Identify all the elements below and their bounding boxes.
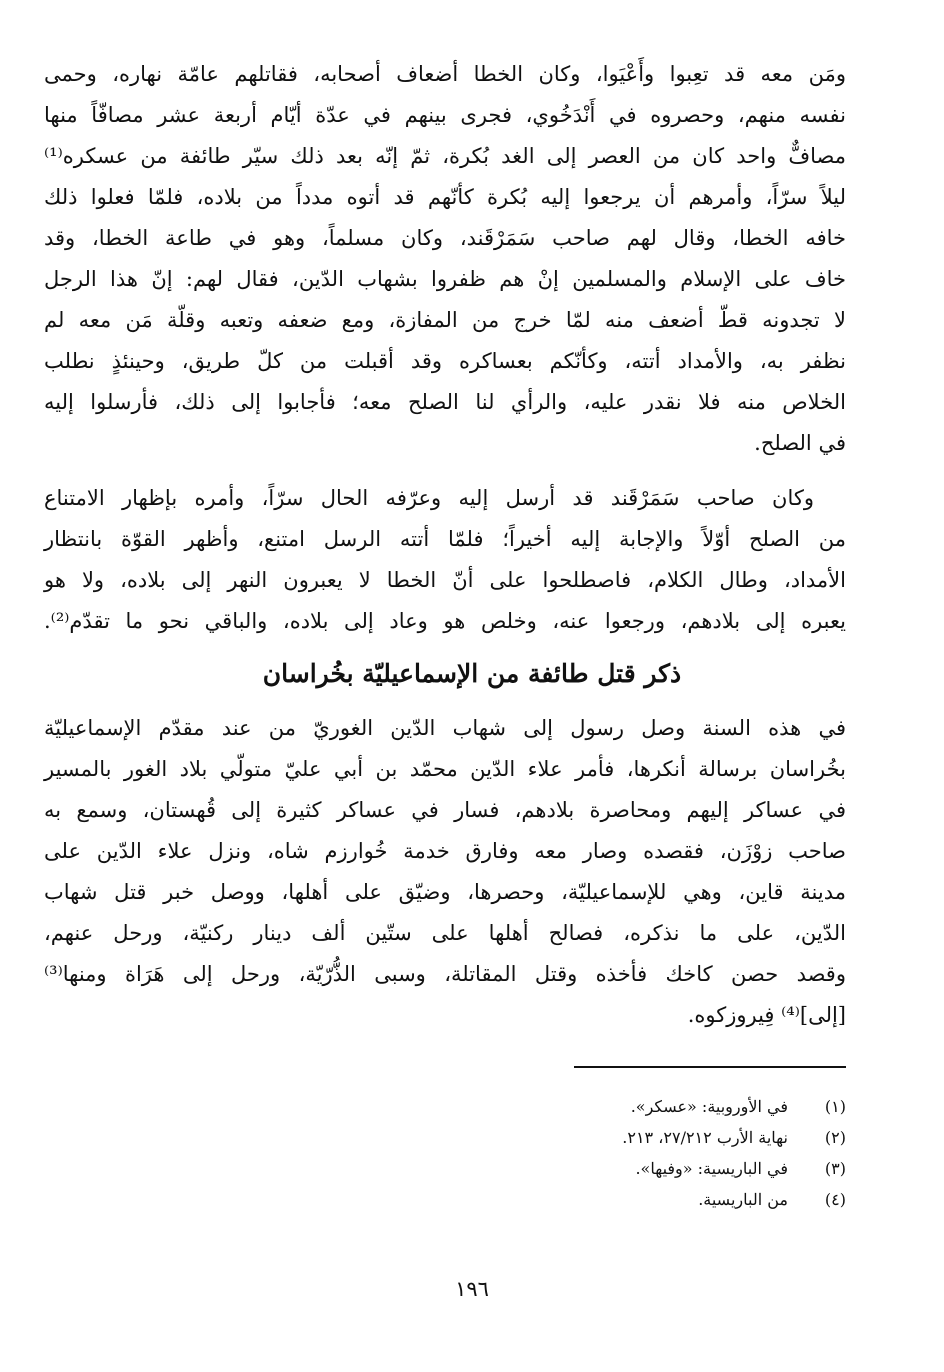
footnote [346,1123,846,1153]
body-line: يعبره إلى بلادهم، ورجعوا عنه، وخلص هو وعاد إلى بلاده، والباقي نحو ما تقدّم⁽²⁾. [44,609,846,633]
section-line: بخُراسان برسالة أنكرها، فأمر علاء الدّين محمّد بن أبي عليّ متولّي بلاد الغور بالمسير [44,757,846,781]
footnote-number: (٢) [824,1128,846,1147]
body-line: نظفر به، والأمداد أتته، وكأنّكم بعساكره وقد أقبلت من كلّ طريق، وحينئذٍ نطلب [44,349,846,373]
body-line: مصافٌّ واحد كان من العصر إلى الغد بُكرة، ثمّ إنّه بعد ذلك سيّر طائفة من عسكره⁽¹⁾ [44,144,846,168]
footnote-text: في الباريسية: «وفيها». [635,1159,788,1178]
body-line: ومَن معه قد تعِبوا وأَعْيَوا، وكان الخطا أضعاف أصحابه، فقاتلهم عامّة نهاره، وحمى [44,62,846,86]
section-line: في عساكر إليهم ومحاصرة بلادهم، فسار في عساكر كثيرة إلى قُهستان، وسمع به [44,798,846,822]
footnote-text: من الباريسية. [698,1190,788,1209]
footnote-number: (٤) [824,1190,846,1209]
page-number: ١٩٦ [455,1277,489,1301]
footnote-number: (٣) [824,1159,846,1178]
section-heading: ذكر قتل طائفة من الإسماعيليّة بخُراسان [262,659,682,688]
section-line: صاحب زوْزَن، فقصده وصار معه وفارق خدمة خُوارزم شاه، ونزل علاء الدّين على [44,839,846,863]
footnote-separator [574,1066,846,1068]
body-line: خافه الخطا، وقال لهم صاحب سَمَرْقَند، وكان مسلماً، وهو في طاعة الخطا، وقد [44,226,846,250]
footnote [346,1185,846,1215]
body-line: لا تجدونه قطّ أضعف منه لمّا خرج من المفازة، ومع ضعفه وتعبه وقلّة مَن معه لم [44,308,846,332]
body-line: ليلاً سرّاً، وأمرهم أن يرجعوا إليه بُكرة كأنّهم قد أتوه مدداً من بلاده، فلمّا فعلوا ذلك [44,185,846,209]
footnote-text: نهاية الأرب ٢٧/٢١٢، ٢١٣. [622,1128,788,1147]
section-line: [إلى]⁽⁴⁾ فِيروزكوه. [687,1003,846,1027]
body-line: في الصلح. [754,431,846,455]
footnote [346,1154,846,1184]
body-line: الأمداد، وطال الكلام، فاصطلحوا على أنّ الخطا لا يعبرون النهر إلى بلاده، ولا هو [44,568,846,592]
body-line: نفسه منهم، وحصروه في أَنْدَخُوي، فجرى بينهم في عدّة أيّام أربعة عشر مصافّاً منها [44,103,846,127]
footnote [346,1092,846,1122]
body-line: الخلاص منه فلا نقدر عليه، والرأي لنا الصلح معه؛ فأجابوا إلى ذلك، فأرسلوا إليه [44,390,846,414]
section-line: في هذه السنة وصل رسول إلى شهاب الدّين الغوريّ من عند مقدّم الإسماعيليّة [44,716,846,740]
section-line: مدينة قاين، وهي للإسماعيليّة، وحصرها، وضيّق على أهلها، ووصل خبر قتل شهاب [44,880,846,904]
body-line: من الصلح أوّلاً والإجابة إليه أخيراً؛ فلمّا أتته الرسل امتنع، وأظهر القوّة بانتظار [44,527,846,551]
section-line: الدّين، على ما نذكره، فصالح أهلها على ستّين ألف دينار ركنيّة، ورحل عنهم، [44,921,846,945]
body-line: خاف على الإسلام والمسلمين إنْ هم ظفروا بشهاب الدّين، فقال لهم: إنّ هذا الرجل [44,267,846,291]
body-line-indent: وكان صاحب سَمَرْقَند قد أرسل إليه وعرّفه الحال سرّاً، وأمره بإظهار الامتناع [44,486,814,510]
footnote-text: في الأوروبية: «عسكر». [630,1097,788,1116]
section-line: وقصد حصن كاخك فأخذه وقتل المقاتلة، وسبى الذُّرّيّة، ورحل إلى هَرَاة ومنها⁽³⁾ [44,962,846,986]
footnote-number: (١) [824,1097,846,1116]
